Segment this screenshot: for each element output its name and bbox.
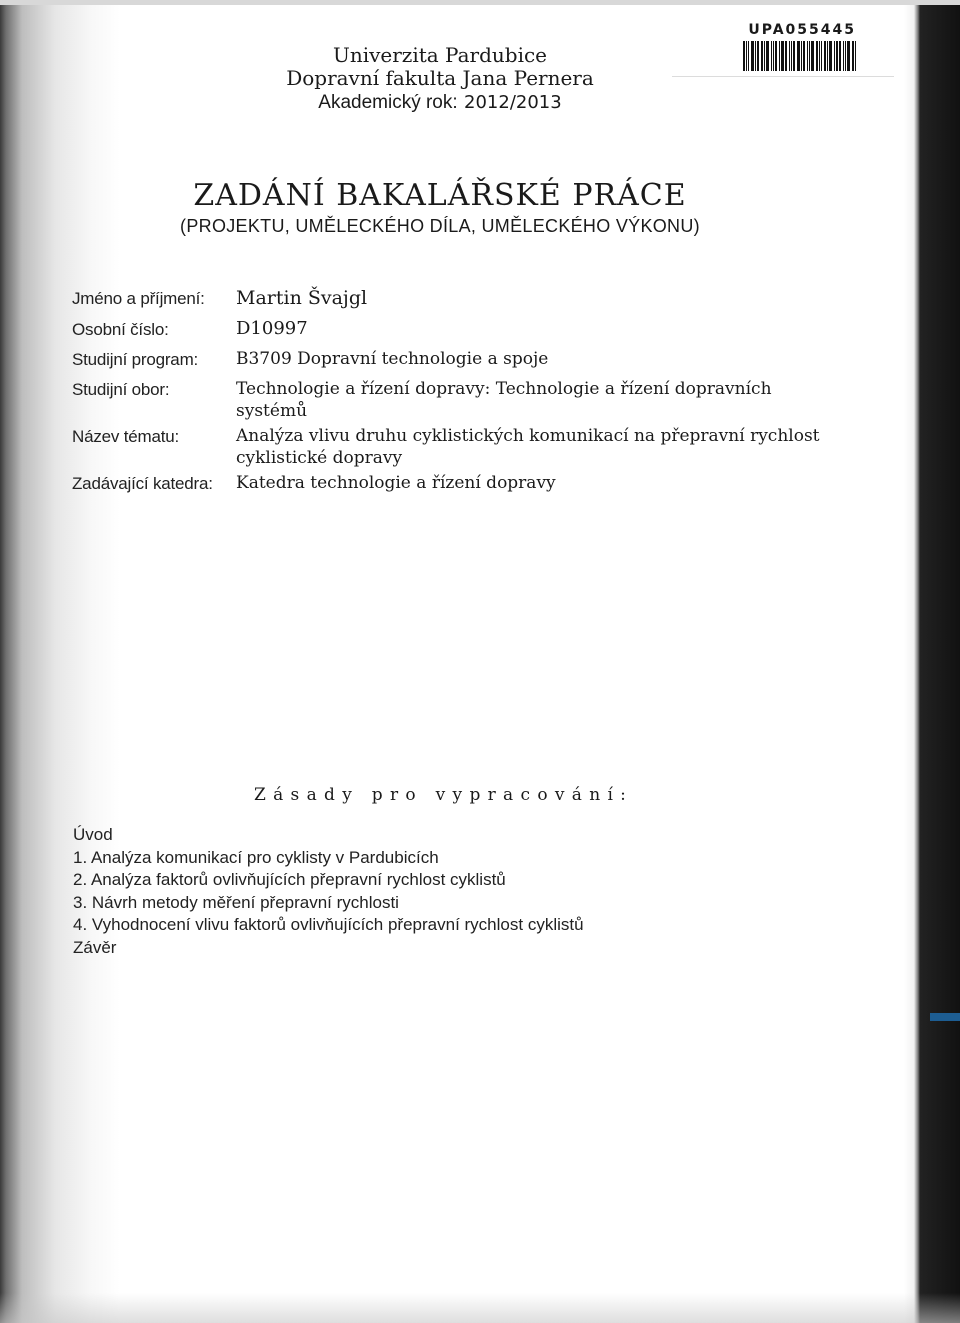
barcode-icon: [714, 41, 856, 71]
scan-bottom-shadow: [0, 1293, 960, 1323]
document-title: ZADÁNÍ BAKALÁŘSKÉ PRÁCE: [193, 178, 687, 213]
field-value: Analýza vlivu druhu cyklistických komunikací na přepravní rychlost cyklistické dopravy: [236, 426, 820, 468]
academic-year-value: 2012/2013: [464, 92, 562, 113]
scan-right-edge: [904, 0, 960, 1323]
field-label: Osobní číslo:: [72, 320, 169, 339]
guidelines-heading: Zásady pro vypracování:: [254, 785, 634, 805]
outline-item: 4. Vyhodnocení vlivu faktorů ovlivňujících přepravní rychlost cyklistů: [73, 915, 584, 934]
field-label: Studijní obor:: [72, 380, 170, 399]
guidelines-outline: [73, 824, 584, 959]
field-value: Martin Švajgl: [236, 287, 368, 309]
university-header: [240, 44, 640, 114]
field-value: Technologie a řízení dopravy: Technologie a řízení dopravních systémů: [236, 379, 772, 421]
student-fields: [72, 287, 832, 494]
field-label: Název tématu:: [72, 427, 180, 446]
stamp-underline: [672, 76, 894, 77]
field-label: Studijní program:: [72, 350, 199, 369]
outline-item: 2. Analýza faktorů ovlivňujících přepravní rychlost cyklistů: [73, 870, 506, 889]
field-study-branch: [72, 378, 832, 422]
field-value: D10997: [236, 318, 308, 339]
field-value: B3709 Dopravní technologie a spoje: [236, 349, 549, 369]
academic-year: [240, 90, 640, 114]
outline-item: 1. Analýza komunikací pro cyklisty v Pardubicích: [73, 847, 439, 867]
stamp-code: UPA055445: [748, 22, 856, 38]
field-personal-number: [72, 318, 832, 340]
field-topic-title: [72, 425, 832, 469]
registry-stamp: [714, 22, 856, 71]
outline-item: Závěr: [73, 937, 117, 957]
field-value: Katedra technologie a řízení dopravy: [236, 473, 556, 493]
scan-top-strip: [0, 0, 960, 5]
field-department: [72, 472, 832, 494]
field-name: [72, 287, 832, 309]
scan-blue-mark: [930, 1013, 960, 1021]
academic-year-label: Akademický rok:: [318, 92, 458, 113]
outline-item: Úvod: [73, 825, 113, 844]
field-label: Zadávající katedra:: [72, 474, 213, 493]
university-name: Univerzita Pardubice: [332, 43, 548, 67]
document-subtitle: (PROJEKTU, UMĚLECKÉHO DÍLA, UMĚLECKÉHO VÝKONU): [180, 216, 700, 236]
faculty-name: Dopravní fakulta Jana Pernera: [286, 66, 594, 90]
outline-item: 3. Návrh metody měření přepravní rychlosti: [73, 892, 399, 912]
field-study-program: [72, 348, 832, 370]
field-label: Jméno a příjmení:: [72, 289, 205, 308]
